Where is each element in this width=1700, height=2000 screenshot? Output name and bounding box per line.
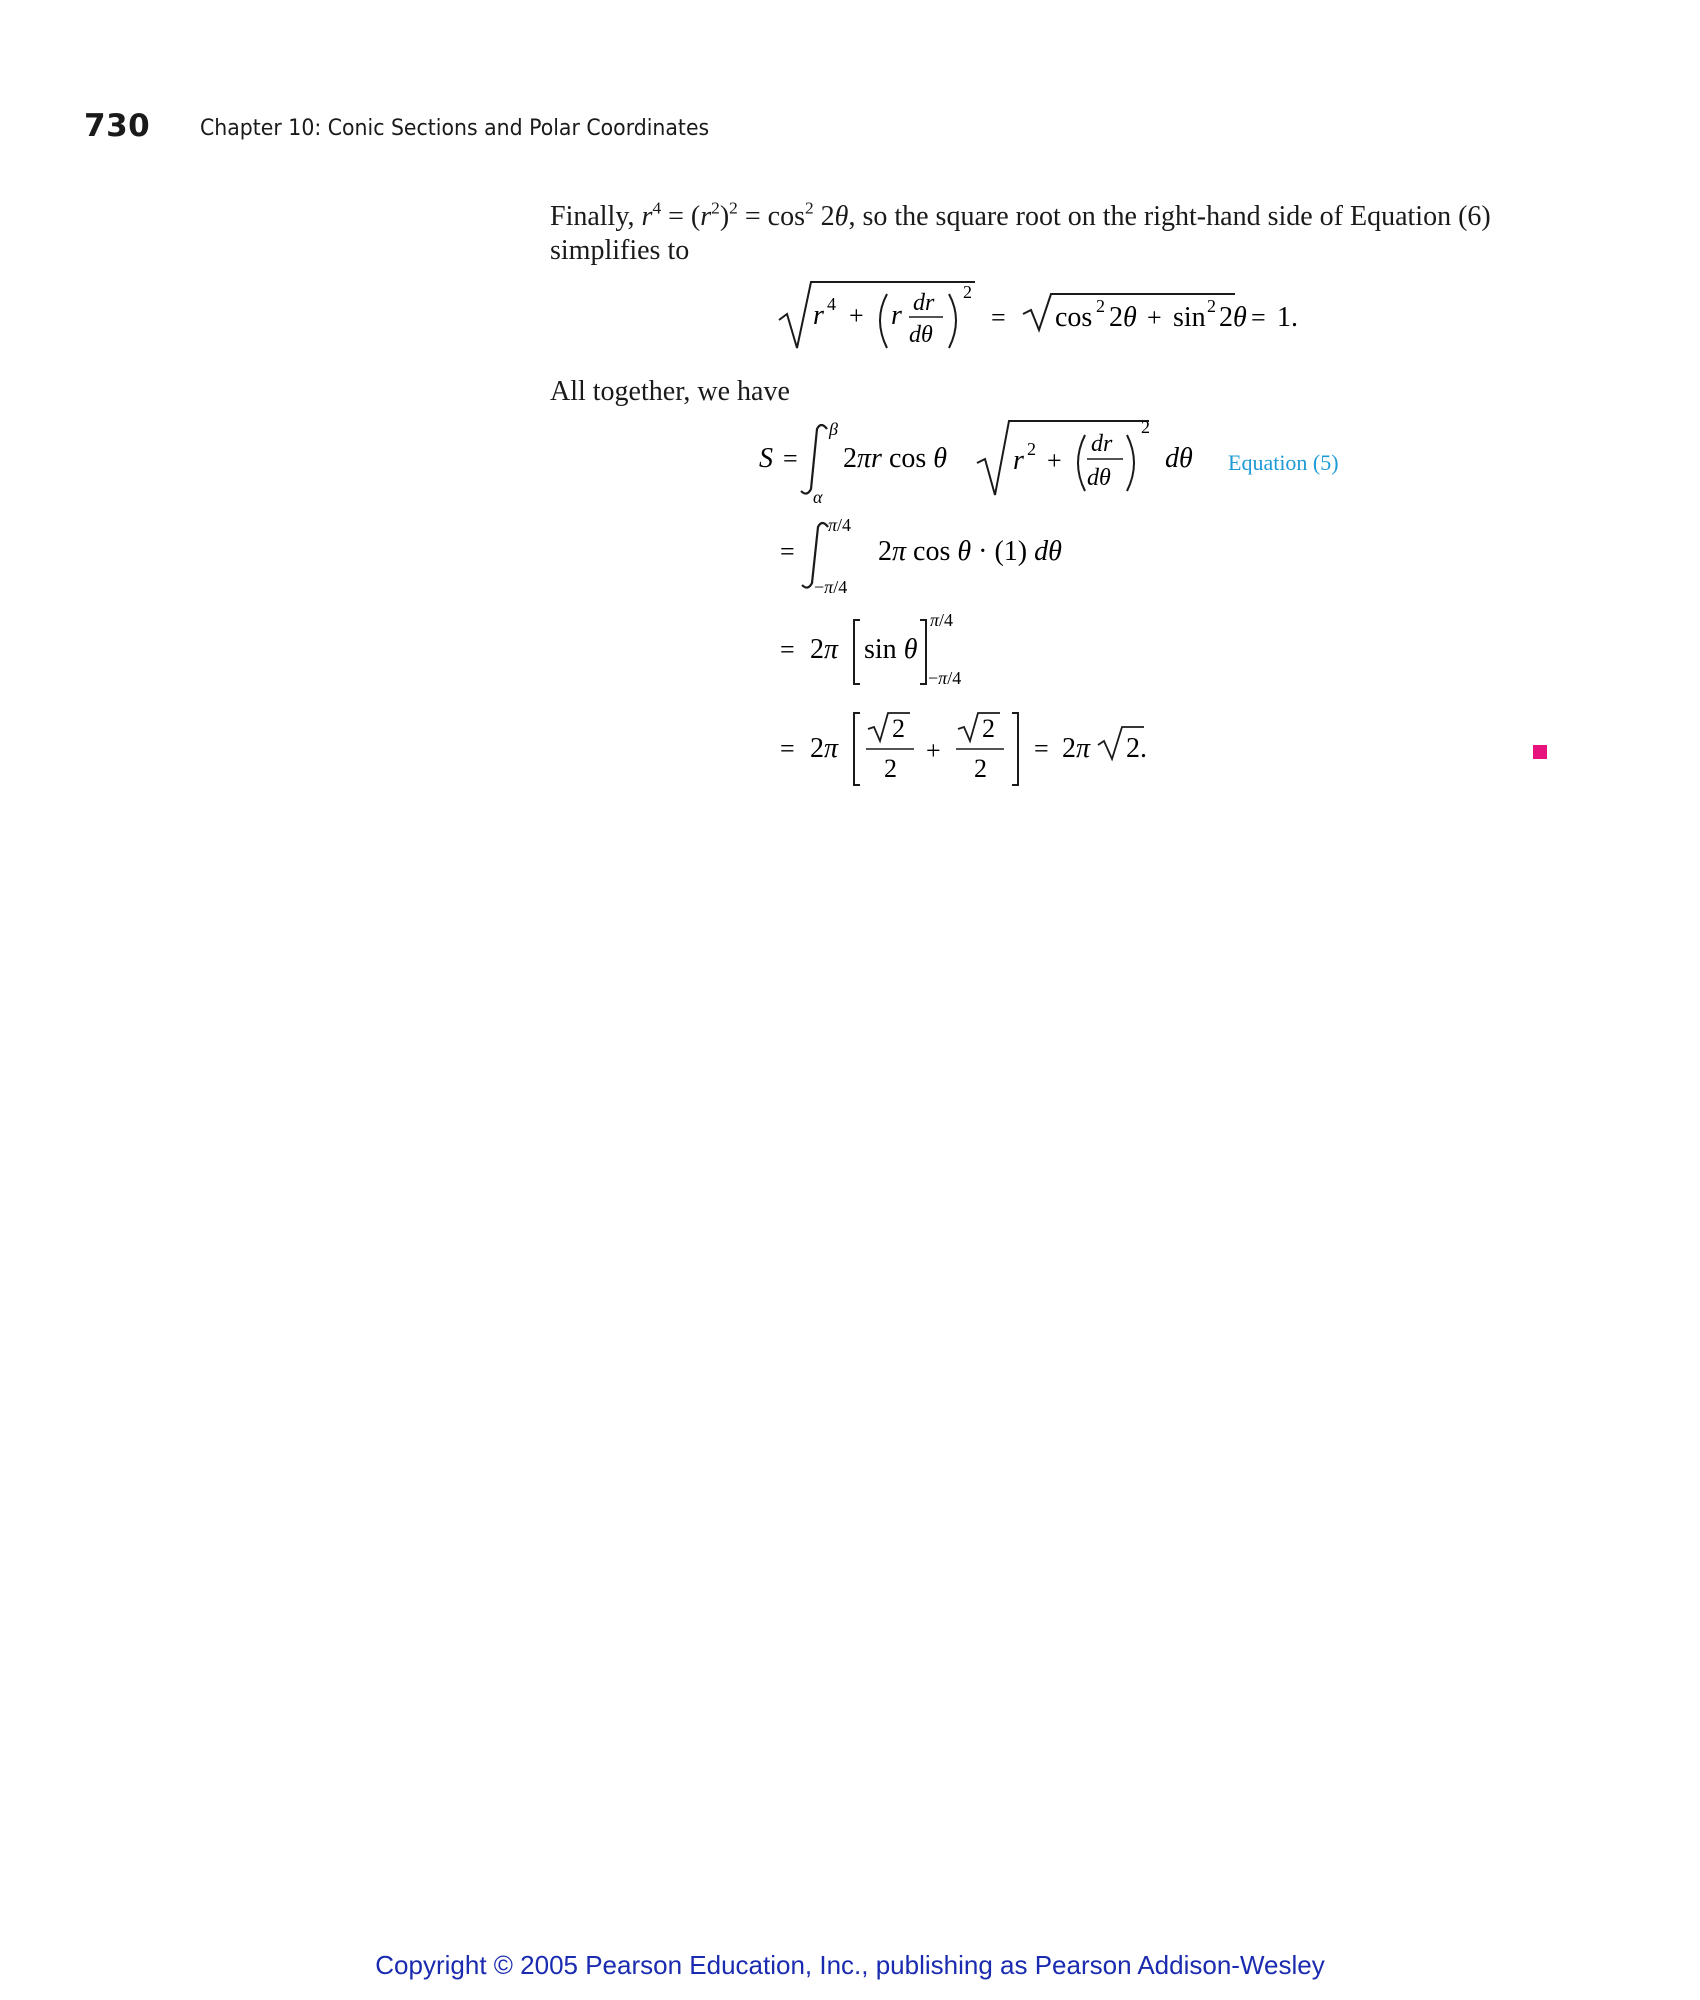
svg-text:dθ: dθ (1165, 443, 1193, 474)
svg-text:2: 2 (963, 282, 972, 302)
equation-surface-area-line3 (780, 610, 1000, 698)
svg-text:2: 2 (892, 714, 905, 743)
surface-area-line1-svg (755, 415, 1193, 507)
svg-text:π/4: π/4 (930, 610, 954, 630)
svg-text:=: = (780, 537, 795, 566)
svg-text:dr: dr (913, 290, 935, 316)
svg-text:r: r (1013, 445, 1024, 476)
paragraph-all-together: All together, we have (550, 376, 790, 407)
equation-surface-area-line4 (780, 705, 1160, 798)
surface-area-line2-svg (780, 515, 1080, 595)
svg-text:2: 2 (982, 714, 995, 743)
svg-text:4: 4 (827, 294, 836, 314)
paragraph-finally (550, 200, 1560, 268)
svg-text:dθ: dθ (1087, 465, 1111, 491)
svg-text:=: = (783, 444, 798, 473)
svg-text:r: r (813, 300, 824, 331)
svg-text:2π: 2π (1062, 733, 1091, 764)
svg-text:+: + (1047, 446, 1062, 475)
svg-text:−π/4: −π/4 (814, 577, 848, 597)
surface-area-line4-svg (780, 705, 1160, 790)
svg-text:2: 2 (1096, 296, 1105, 316)
svg-text:+: + (849, 301, 864, 330)
svg-text:+: + (926, 736, 941, 765)
svg-text:dθ: dθ (909, 322, 933, 348)
svg-text:β: β (829, 419, 838, 439)
inline-equation-r4: $r^4 = (r^2)^2 = \cos^2 2\theta$ (641, 198, 849, 232)
svg-text:=: = (780, 734, 795, 763)
svg-text:2: 2 (884, 754, 897, 783)
svg-text:=: = (991, 303, 1006, 332)
svg-text:sin θ: sin θ (864, 634, 918, 665)
svg-text:2π: 2π (810, 634, 839, 665)
sqrt-equation-svg (775, 270, 1335, 360)
svg-text:2π: 2π (810, 733, 839, 764)
surface-area-line3-svg (780, 610, 1000, 690)
svg-text:−π/4: −π/4 (928, 668, 962, 688)
svg-text:=: = (1034, 734, 1049, 763)
svg-text:2: 2 (1027, 439, 1036, 459)
margin-note-equation-5: Equation (5) (1228, 450, 1339, 475)
svg-text:π/4: π/4 (828, 515, 852, 535)
svg-text:=: = (780, 635, 795, 664)
svg-text:cos: cos (1055, 302, 1093, 333)
svg-text:2: 2 (1141, 417, 1150, 437)
svg-text:sin: sin (1173, 302, 1206, 333)
svg-text:=: = (1251, 303, 1266, 332)
svg-text:dr: dr (1091, 431, 1113, 457)
svg-text:r: r (891, 300, 902, 331)
svg-text:2πr cos θ: 2πr cos θ (843, 443, 948, 474)
equation-surface-area-line2 (780, 515, 1080, 603)
end-of-example-mark (1533, 745, 1547, 759)
svg-text:2θ: 2θ (1219, 302, 1247, 333)
page-number: 730 (84, 108, 151, 144)
running-head: Chapter 10: Conic Sections and Polar Coordinates (200, 116, 710, 141)
para1-line2: simplifies to (550, 235, 690, 266)
display-equation-sqrt (775, 270, 1335, 368)
svg-text:α: α (813, 487, 823, 507)
para1-prefix: Finally, (550, 201, 642, 232)
svg-text:2θ: 2θ (1109, 302, 1137, 333)
svg-text:+: + (1147, 303, 1162, 332)
svg-text:2.: 2. (1126, 733, 1147, 764)
para1-suffix: , so the square root on the right-hand side of Equation (6) (848, 201, 1491, 232)
svg-text:S: S (759, 443, 773, 474)
svg-text:2: 2 (974, 754, 987, 783)
svg-text:2: 2 (1207, 296, 1216, 316)
svg-text:2π cos θ · (1) dθ: 2π cos θ · (1) dθ (878, 536, 1062, 567)
svg-text:1.: 1. (1277, 302, 1298, 333)
copyright-footer: Copyright © 2005 Pearson Education, Inc., publishing as Pearson Addison-Wesley (375, 1950, 1325, 1980)
equation-surface-area-line1 (755, 415, 1193, 513)
